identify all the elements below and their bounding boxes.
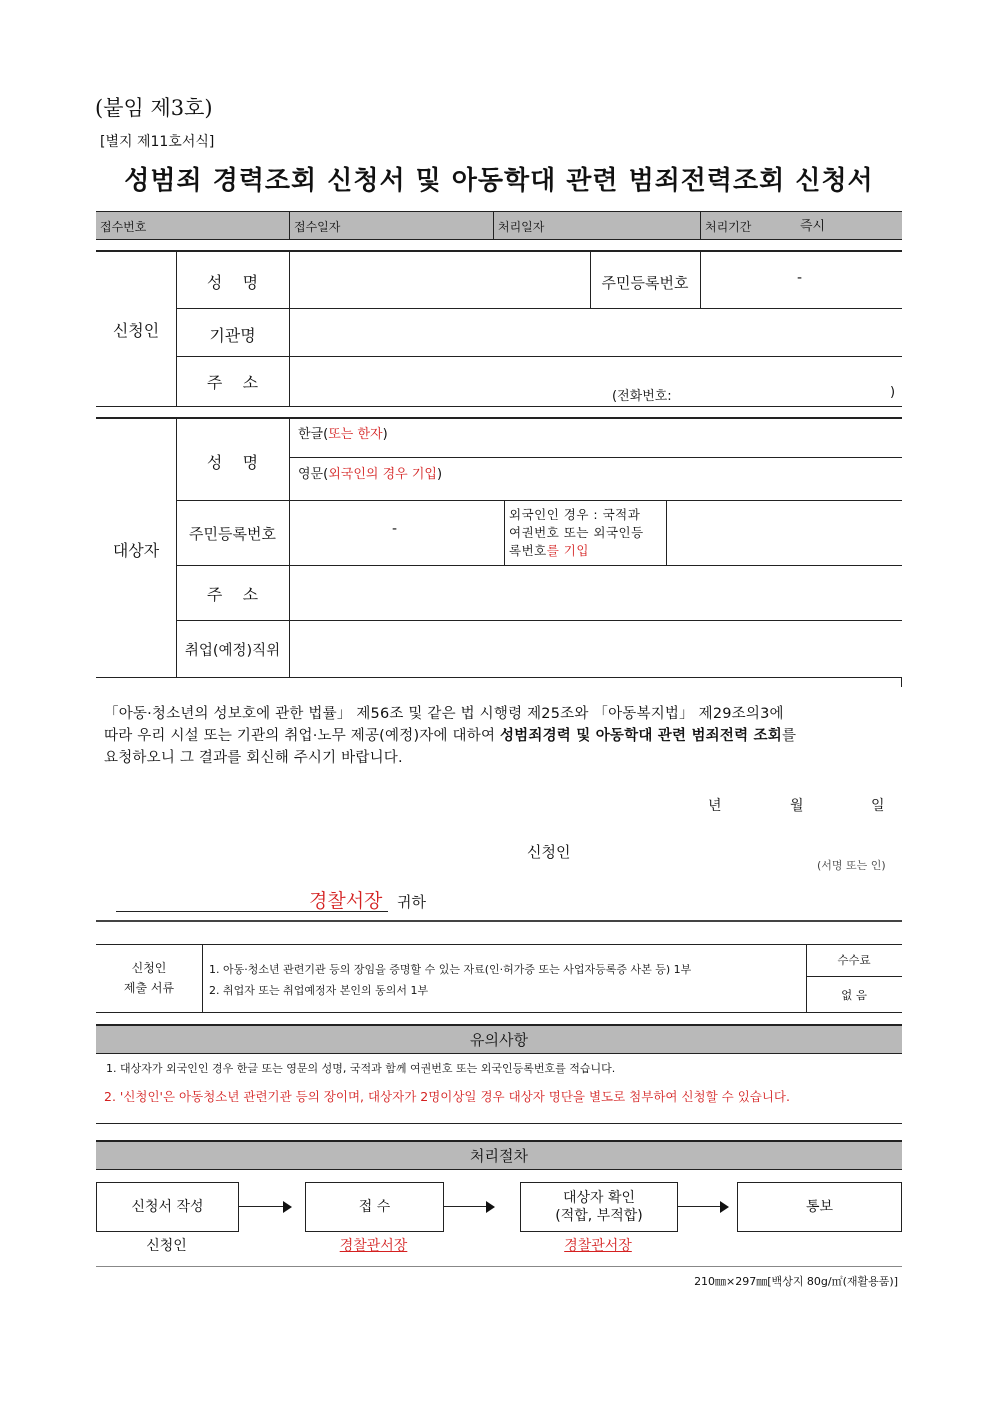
signer-label: 신청인 xyxy=(527,843,571,861)
date-day-label: 일 xyxy=(871,798,885,814)
note-1: 1. 대상자가 외국인인 경우 한글 또는 영문의 성명, 국적과 함께 여권번호 또는 외국인등록번호를 적습니다. xyxy=(106,1062,616,1075)
process-step-notify xyxy=(737,1182,902,1232)
request-line-2-bold: 성범죄경력 및 아동학대 관련 범죄전력 조회 xyxy=(499,728,782,744)
page-title: 성범죄 경력조회 신청서 및 아동학대 관련 범죄전력조회 신청서 xyxy=(124,166,874,196)
documents-list xyxy=(209,959,691,1001)
process-step-receive-label: 접 수 xyxy=(358,1199,391,1215)
applicant-phone-label: (전화번호: xyxy=(612,389,672,404)
request-line-1: 「아동·청소년의 성보호에 관한 법률」 제56조 및 같은 법 시행령 제25조와 「아동복지법」 제29조의3에 xyxy=(104,706,784,722)
target-resident-no-field[interactable] xyxy=(290,501,503,564)
process-step-verify-label-1: 대상자 확인 xyxy=(562,1190,636,1206)
process-step-verify xyxy=(520,1182,678,1232)
target-address-label: 주 소 xyxy=(206,585,259,604)
request-paragraph xyxy=(104,703,894,769)
applicant-section-label: 신청인 xyxy=(112,321,160,340)
target-address-field[interactable] xyxy=(290,566,901,619)
target-english-name-field[interactable] xyxy=(290,458,901,499)
process-actor-police-1: 경찰관서장 xyxy=(339,1238,408,1254)
attachment-label: (붙임 제3호) xyxy=(95,96,213,120)
target-korean-hint: 또는 한자 xyxy=(328,427,383,442)
process-step-verify-label-2: (적합, 부적합) xyxy=(555,1208,643,1224)
target-resident-dash: - xyxy=(392,521,398,537)
target-resident-no-label: 주민등록번호 xyxy=(189,525,276,543)
process-step-apply xyxy=(96,1182,239,1232)
process-arrow-1-line xyxy=(238,1206,284,1207)
notes-title: 유의사항 xyxy=(470,1031,528,1049)
applicant-org-label: 기관명 xyxy=(209,326,256,345)
process-title: 처리절차 xyxy=(470,1147,528,1165)
request-line-2b: 를 xyxy=(781,728,797,744)
target-korean-suffix: ) xyxy=(382,427,388,442)
target-name-label: 성 명 xyxy=(206,453,259,472)
foreign-note-line1: 외국인인 경우 : 국적과 xyxy=(509,507,641,522)
process-arrow-2-icon xyxy=(486,1201,495,1213)
process-step-receive xyxy=(305,1182,444,1232)
target-korean-name-field[interactable] xyxy=(290,419,901,456)
form-number: [별지 제11호서식] xyxy=(100,134,215,150)
documents-label xyxy=(96,958,202,998)
date-year-label: 년 xyxy=(708,798,722,814)
addressee-suffix: 귀하 xyxy=(397,893,426,911)
documents-item-2: 2. 취업자 또는 취업예정자 본인의 동의서 1부 xyxy=(209,984,429,997)
target-english-prefix: 영문( xyxy=(298,467,329,482)
process-step-apply-label: 신청서 작성 xyxy=(131,1199,204,1215)
process-arrow-3-line xyxy=(677,1206,721,1207)
signature-hint: (서명 또는 인) xyxy=(817,859,886,872)
note-2: 2. '신청인'은 아동청소년 관련기관 등의 장이며, 대상자가 2명이상일 경우 대상자 명단을 별도로 첨부하여 신청할 수 있습니다. xyxy=(104,1089,790,1104)
target-position-label: 취업(예정)직위 xyxy=(184,643,281,659)
applicant-resident-no-field[interactable] xyxy=(701,252,901,307)
applicant-name-field[interactable] xyxy=(290,252,589,307)
paper-spec-footer: 210㎜×297㎜[백상지 80g/㎡(재활용품)] xyxy=(694,1275,898,1288)
applicant-resident-no-label: 주민등록번호 xyxy=(601,274,689,292)
applicant-address-label: 주 소 xyxy=(206,373,259,392)
process-period-value: 즉시 xyxy=(800,219,826,234)
process-date-label: 처리일자 xyxy=(498,220,545,234)
process-step-notify-label: 통보 xyxy=(805,1199,834,1215)
applicant-name-label: 성 명 xyxy=(206,273,259,292)
target-foreign-no-field[interactable] xyxy=(667,501,901,564)
target-section-label: 대상자 xyxy=(112,541,160,560)
date-month-label: 월 xyxy=(790,798,804,814)
foreign-note-red: 를 기입 xyxy=(546,543,589,558)
documents-label-line2: 제출 서류 xyxy=(123,981,175,995)
applicant-address-field[interactable] xyxy=(290,357,901,405)
target-english-suffix: ) xyxy=(436,467,443,482)
applicant-phone-close: ) xyxy=(890,385,896,400)
target-english-hint: 외국인의 경우 기입 xyxy=(328,467,437,482)
fee-value: 없 음 xyxy=(841,988,867,1002)
addressee-name: 경찰서장 xyxy=(309,890,383,912)
process-actor-police-2: 경찰관서장 xyxy=(564,1238,632,1254)
receipt-no-label: 접수번호 xyxy=(100,220,147,234)
foreign-note xyxy=(509,506,665,560)
process-actor-applicant: 신청인 xyxy=(146,1238,187,1254)
process-arrow-3-icon xyxy=(720,1201,729,1213)
process-period-label: 처리기간 xyxy=(705,220,752,234)
applicant-org-field[interactable] xyxy=(290,309,901,355)
foreign-note-line2: 여권번호 또는 외국인등 xyxy=(509,525,644,540)
target-position-field[interactable] xyxy=(290,621,901,676)
request-line-2a: 따라 우리 시설 또는 기관의 취업·노무 제공(예정)자에 대하여 xyxy=(104,728,500,744)
foreign-note-line3: 록번호 xyxy=(509,543,547,558)
request-line-3: 요청하오니 그 결과를 회신해 주시기 바랍니다. xyxy=(104,750,403,766)
process-arrow-1-icon xyxy=(283,1201,292,1213)
applicant-resident-dash: - xyxy=(797,270,803,286)
fee-label: 수수료 xyxy=(837,953,871,967)
documents-label-line1: 신청인 xyxy=(131,961,167,975)
documents-item-1: 1. 아동·청소년 관련기관 등의 장임을 증명할 수 있는 자료(인·허가증 또는 사업자등록증 사본 등) 1부 xyxy=(209,963,692,976)
receipt-date-label: 접수일자 xyxy=(294,220,341,234)
process-arrow-2-line xyxy=(443,1206,487,1207)
target-korean-prefix: 한글( xyxy=(298,427,329,442)
